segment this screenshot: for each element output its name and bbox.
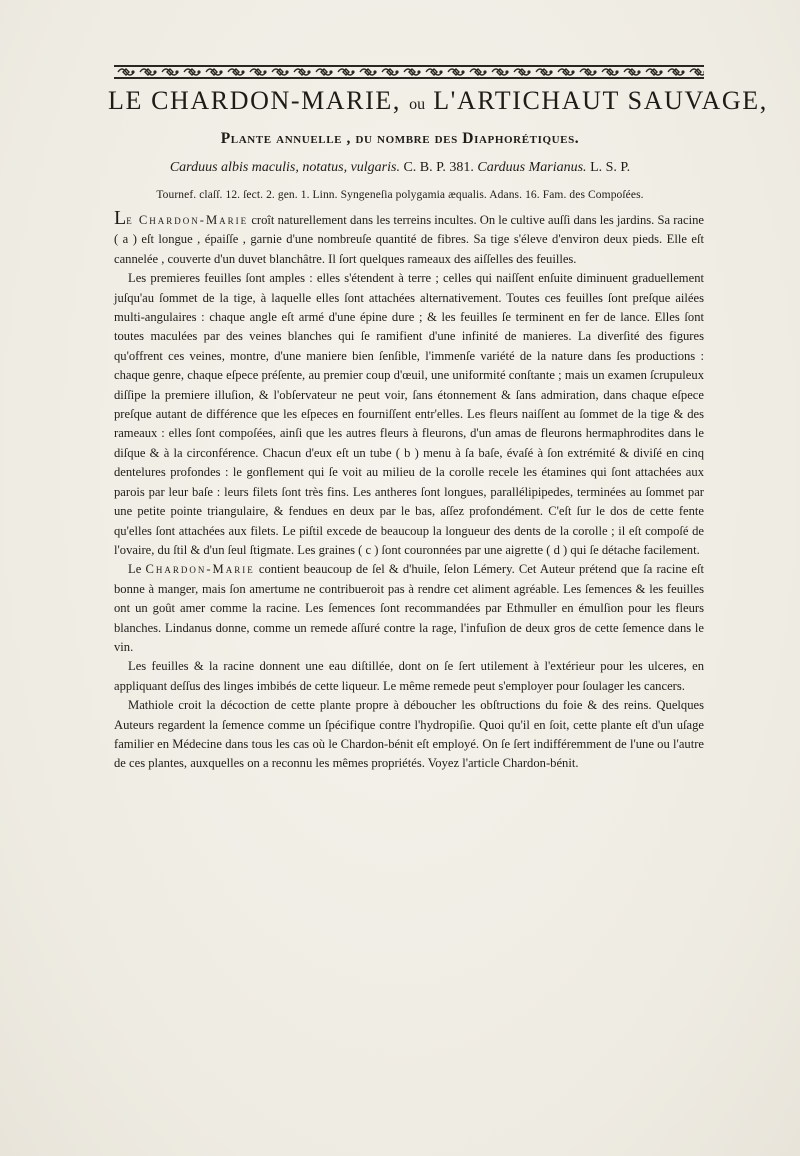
paragraph-leaves-flowers: Les premieres feuilles ſont amples : elles s'étendent à terre ; celles qui naiſſent enſuite diminuent graduellement juſqu'au ſommet de la tige, à laquelle elles ſont attachées alternativement. Toutes ces feuilles ſont preſque ailées multi-angulaires : chaque angle eſt armé d'une épine dure ; & les feuilles ſe terminent en fer de lance. Elles ſont toutes maculées par des veines blanches qui ſe ramifient d'une infinité de manieres. La diverſité des figures qu'offrent ces veines, montre, d'une maniere bien ſenſible, l'immenſe variété de la nature dans ſes productions : chaque genre, chaque eſpece préſente, au premier coup d'œuil, une uniformité conſtante ; mais un examen ſcrupuleux diſſipe la premiere illuſion, & l'obſervateur ne peut voir, ſans étonnement & ſans admiration, dans chaque eſpece preſque autant de différence que les eſpeces en fourniſſent entr'elles. Les fleurs naiſſent au ſommet de la tige & des rameaux : elles ſont compoſées, ainſi que les autres fleurs à fleurons, d'un amas de fleurons hermaphrodites dans le diſque & à la circonférence. Chacun d'eux eſt un tube ( b ) menu à ſa baſe, évaſé à ſon extrémité & diviſé en cinq dentelures profondes : le gonflement qui ſe voit au milieu de la corolle recele les étamines qui ſont attachées aux parois par leur baſe : leurs filets ſont très fins. Les antheres ſont longues, parallélipipedes, terminées au ſommet par une petite pointe triangulaire, & fendues en deux par le bas, aſſez profondément. C'eſt ſur le dos de cette fente qu'elles ſont attachées aux filets. Le piſtil excede de beaucoup la longueur des dents de la corolle ; il eſt compoſé de l'ovaire, du ſtil & d'un ſeul ſtigmate. Les graines ( c ) ſont couronnées par une aigrette ( d ) qui ſe détache facilement.	[114, 271, 704, 557]
drop-cap: L	[114, 207, 127, 229]
botanical-synonyms: Carduus albis maculis, notatus, vulgaris. C. B. P. 381. Carduus Marianus. L. S. P.	[169, 160, 631, 175]
plant-subtitle: Plante annuelle , du nombre des Diaphorétiques.	[220, 130, 580, 147]
classification-references: Tournef. claſſ. 12. ſect. 2. gen. 1. Linn. Syngeneſia polygamia æqualis. Adans. 16. Fam. des Compoſées.	[156, 189, 644, 201]
paragraph-properties: Le Chardon-Marie contient beaucoup de ſel & d'huile, ſelon Lémery. Cet Auteur prétend que ſa racine eſt bonne à manger, mais ſon amertume ne contribueroit pas à rendre cet aliment agréable. Les ſemences & les feuilles ont un goût amer comme la racine. Les ſemences ſont recommandées par Ethmuller en émulſion pour les fleurs blanches. Lindanus donne, comme un remede aſſuré contre la rage, l'infuſion de deux gros de cette ſemence dans le vin.	[114, 562, 704, 654]
paragraph-external-use: Les feuilles & la racine donnent une eau diſtillée, dont on ſe ſert utilement à l'extérieur pour les ulceres, en appliquant deſſus des linges imbibés de cette liqueur. Le même remede peut s'employer pour ſoulager les cancers.	[114, 659, 704, 693]
paragraph-description: Le Chardon-Marie croît naturellement dans les terreins incultes. On le cultive auſſi dans les jardins. Sa racine ( a ) eſt longue , épaiſſe , garnie d'une nombreuſe quantité de fibres. Sa tige s'éleve d'environ deux pieds. Elle eſt cannelée , couverte d'un duvet blanchâtre. Il ſort quelques rameaux des aiſſelles des feuilles.	[114, 207, 704, 266]
article-body	[114, 207, 704, 774]
paragraph-medical-use: Mathiole croit la décoction de cette plante propre à déboucher les obſtructions du foie & des reins. Quelques Auteurs regardent la ſemence comme un ſpécifique contre l'hydropiſie. Quoi qu'il en ſoit, cette plante eſt d'un uſage familier en Médecine dans tous les cas où le Chardon-bénit eſt employé. On ſe ſert indifféremment de l'une ou l'autre de ces plantes, auxquelles on a reconnu les mêmes propriétés. Voyez l'article Chardon-bénit.	[114, 698, 704, 771]
page-title: LE CHARDON-MARIE, ou L'ARTICHAUT SAUVAGE,	[108, 86, 768, 115]
ornamental-border	[114, 64, 704, 80]
